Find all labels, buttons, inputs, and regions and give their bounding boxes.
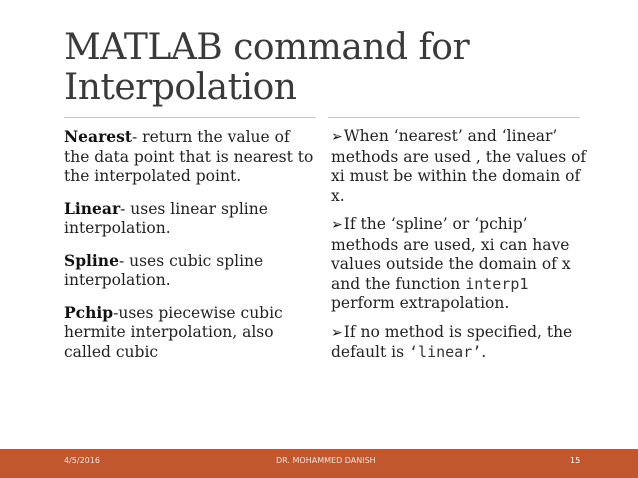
method-desc: - uses cubic spline interpolation. [64,251,264,289]
title-divider-left [64,117,316,118]
arrow-bullet-icon: ➢ [331,324,343,341]
slide-title: MATLAB command for Interpolation [64,27,470,108]
footer-date: 4/5/2016 [64,456,100,465]
bullet-text: If no method is specified, the default is [331,322,573,361]
slide-number: 15 [570,456,581,465]
method-desc: - return the value of the data point that is nearest to the interpolated point. [64,128,314,185]
method-term: Pchip [64,302,114,322]
method-desc: - uses linear spline interpolation. [64,199,268,237]
method-term: Nearest [64,127,132,146]
right-column [331,127,591,372]
method-term: Linear [64,198,121,218]
code-linear: ‘linear’ [409,343,482,361]
bullet-text: When ‘nearest’ and ‘linear’ methods are used , the values of xi must be within the domain of x. [331,127,587,205]
code-interp1: interp1 [465,274,529,293]
footer-author: DR. MOHAMMED DANISH [276,456,376,465]
bullet-text: . [481,343,487,361]
arrow-bullet-icon: ➢ [331,129,343,145]
method-desc: -uses piecewise cubic hermite interpolation, also called cubic [64,303,283,361]
bullet-text: perform extrapolation. [331,294,510,312]
bullet-default-note [331,323,591,363]
footer-bar [0,449,638,478]
method-linear [64,199,314,239]
bullet-extrapolation-note [331,215,591,314]
arrow-bullet-icon: ➢ [331,217,343,233]
method-nearest [64,127,314,187]
left-column [64,127,314,374]
method-pchip [64,303,314,363]
method-spline [64,251,314,291]
bullet-domain-note [331,127,591,206]
bullet-text: If the ‘spline’ or ‘pchip’ methods are used, xi can have values outside the domain of x and the function [331,215,571,293]
title-divider-right [328,117,580,118]
method-term: Spline [64,250,119,270]
